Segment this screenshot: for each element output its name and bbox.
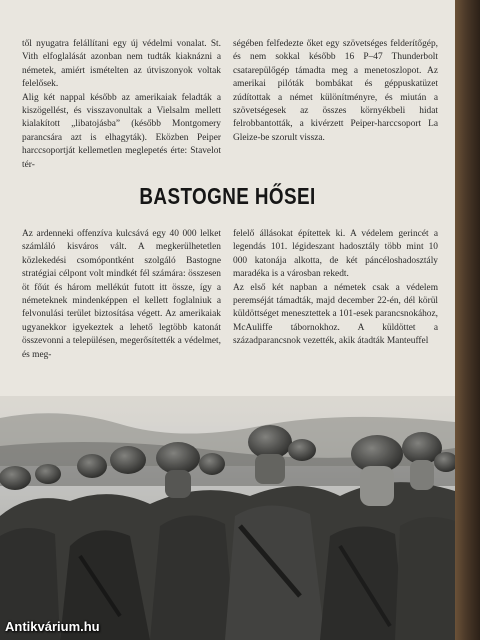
article-column-mid-right [233,228,438,349]
paragraph: felelő állásokat építettek ki. A védelem gerincét a legendás 101. légideszant hadosztály több mint 10 000 katonája alkotta, de két páncéloshadosztály maradéka is a városban rekedt. [233,229,438,280]
soldiers-illustration [0,396,455,640]
section-headline: BASTOGNE HŐSEI [139,183,316,209]
book-spine-edge [455,0,480,640]
watermark: Antikvárium.hu [5,619,100,634]
paragraph: ségében felfedezte őket egy szövetséges felderítőgép, és nem sokkal később 16 P–47 Thunderbolt csatarepülőgép támadta meg a menetoszlopot. Az amerikai pilóták bombákat és géppuskatüzet zúdítottak a német különítményre, és miután a szövetségesek az összes környékbeli hidat felrobbantották, a kivérzett Peiper-harccsoport La Gleize-be szorult vissza. [233,39,438,143]
paragraph: Az első két napban a németek csak a védelem peremséját támadták, majd december 22-én, dél körül küldöttséget menesztettek a 101-esek parancsnokához, McAuliffe tábornokhoz. A küldöttet a századparancsnok vezették, akik átadták Manteuffel [233,282,438,347]
soldiers-photo [0,396,455,640]
paragraph: Az ardenneki offenzíva kulcsává egy 40 000 lelket számláló kisváros vált. A megkerülhetetlen közlekedési csomópontként szolgáló Bastogne stratégiai célpont volt mindkét fél számára: összesen öt főút és három mellékút futott itt össze, így a németeknek mindenképpen el kellett foglalniuk a felvonulási terület biztosítása végett. Az amerikaiak ugyanekkor igyekeztek a lehető legtöbb katonát összevonni a településen, megerősítették a védelmet, és meg- [22,229,221,360]
paragraph: Alig két nappal később az amerikaiak feladták a kiszögellést, és visszavonultak a Vielsalm mellett kialakított „libatojásba” (később Montgomery parancsára azt is elhagyták). Eközben Peiper harccsoportját kellemetlen meglepetés érte: Stavelot tér- [22,92,221,170]
article-column-mid-left [22,228,221,362]
article-column-top-right [233,38,438,145]
paragraph: től nyugatra felállítani egy új védelmi vonalat. St. Vith elfoglalását azonban nem tudták kiaknázni a németek, amiért ismételten az útviszonyok voltak felelősek. [22,39,221,90]
article-column-top-left [22,38,221,172]
